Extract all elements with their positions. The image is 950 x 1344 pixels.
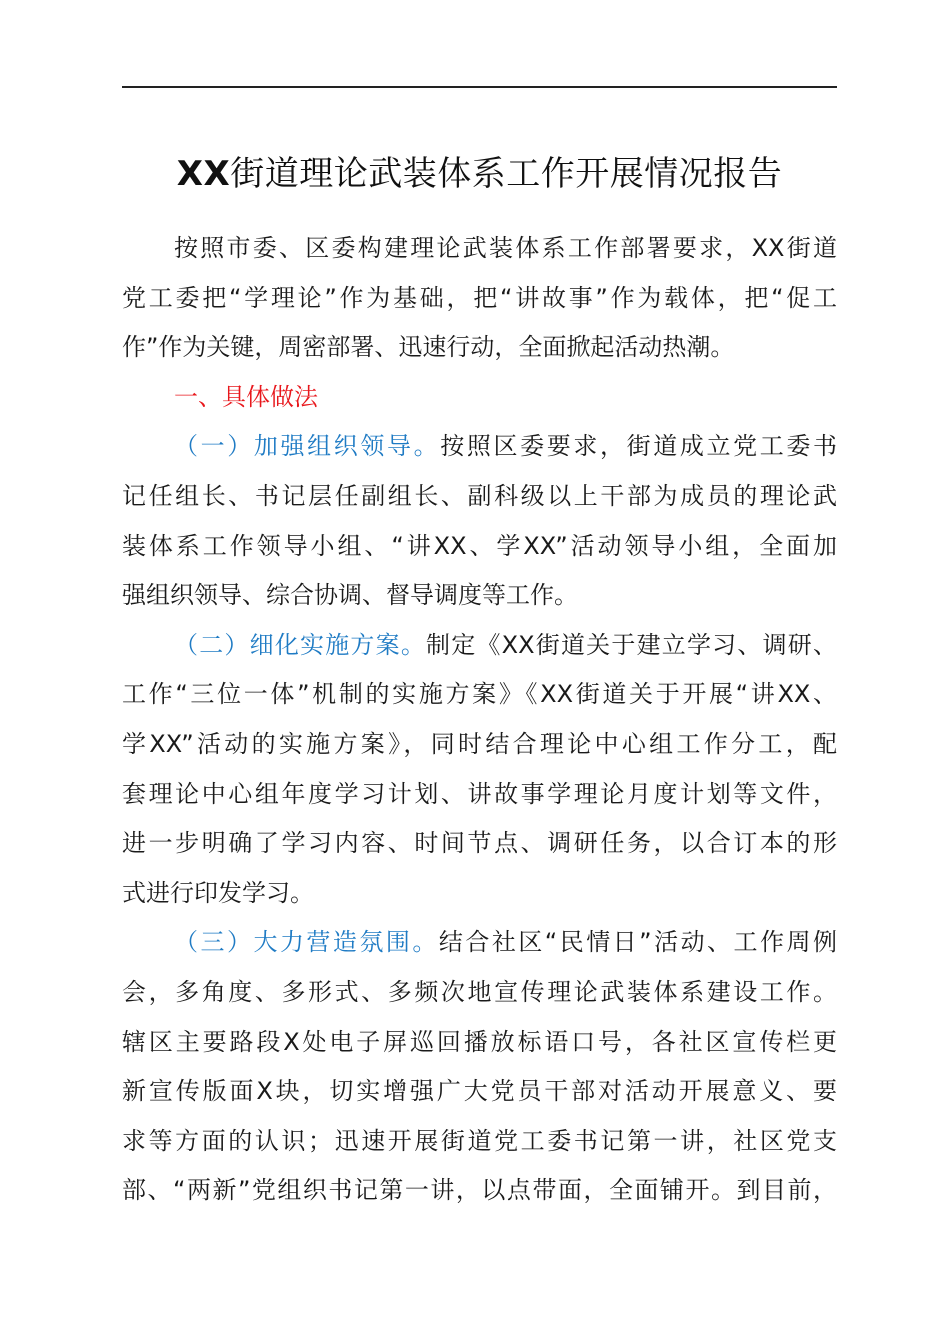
paragraph-line: 部、“两新”党组织书记第一讲，以点带面，全面铺开。到目前，: [122, 1176, 837, 1205]
document-title: XX街道理论武装体系工作开展情况报告: [176, 154, 783, 194]
paragraph-text: 制定《XX街道关于建立学习、调研、: [426, 630, 837, 659]
paragraph-line: 党工委把“学理论”作为基础，把“讲故事”作为载体，把“促工: [122, 283, 837, 312]
paragraph-line: 求等方面的认识；迅速开展街道党工委书记第一讲，社区党支: [122, 1126, 837, 1155]
paragraph-line: 按照市委、区委构建理论武装体系工作部署要求，XX街道: [174, 234, 837, 262]
paragraph-text: 结合社区“民情日”活动、工作周例: [438, 928, 838, 957]
paragraph-line: 辖区主要路段X处电子屏巡回播放标语口号，各社区宣传栏更: [122, 1027, 837, 1056]
paragraph-line: 进一步明确了学习内容、时间节点、调研任务，以合订本的形: [122, 829, 837, 858]
paragraph-line: 学XX”活动的实施方案》，同时结合理论中心组工作分工，配: [122, 729, 837, 758]
subsection-heading: （三）大力营造氛围。: [174, 928, 439, 957]
paragraph-line: 装体系工作领导小组、“讲XX、学XX”活动领导小组，全面加: [122, 531, 837, 560]
paragraph-line: 作”作为关键，周密部署、迅速行动，全面掀起活动热潮。: [122, 333, 735, 362]
paragraph-text: 按照区委要求，街道成立党工委书: [440, 432, 837, 461]
paragraph-line: 记任组长、书记层任副组长、副科级以上干部为成员的理论武: [122, 481, 837, 510]
subsection-heading: （二）细化实施方案。: [174, 630, 427, 659]
document-body: [122, 224, 837, 1216]
header-rule: [122, 86, 837, 88]
subsection-first-line: [122, 621, 837, 671]
subsection-first-line: [122, 422, 837, 472]
paragraph-line: 强组织领导、综合协调、督导调度等工作。: [122, 581, 578, 610]
subsection-heading: （一）加强组织领导。: [174, 432, 441, 461]
paragraph-line: 套理论中心组年度学习计划、讲故事学理论月度计划等文件，: [122, 779, 837, 808]
paragraph-line: 新宣传版面X块，切实增强广大党员干部对活动开展意义、要: [122, 1077, 837, 1106]
paragraph-line: 工作“三位一体”机制的实施方案》《XX街道关于开展“讲XX、: [122, 680, 837, 709]
paragraph-line: 式进行印发学习。: [122, 878, 314, 907]
paragraph-line: 会，多角度、多形式、多频次地宣传理论武装体系建设工作。: [122, 977, 837, 1006]
subsection-first-line: [122, 918, 837, 968]
section-heading: 一、具体做法: [174, 382, 318, 411]
